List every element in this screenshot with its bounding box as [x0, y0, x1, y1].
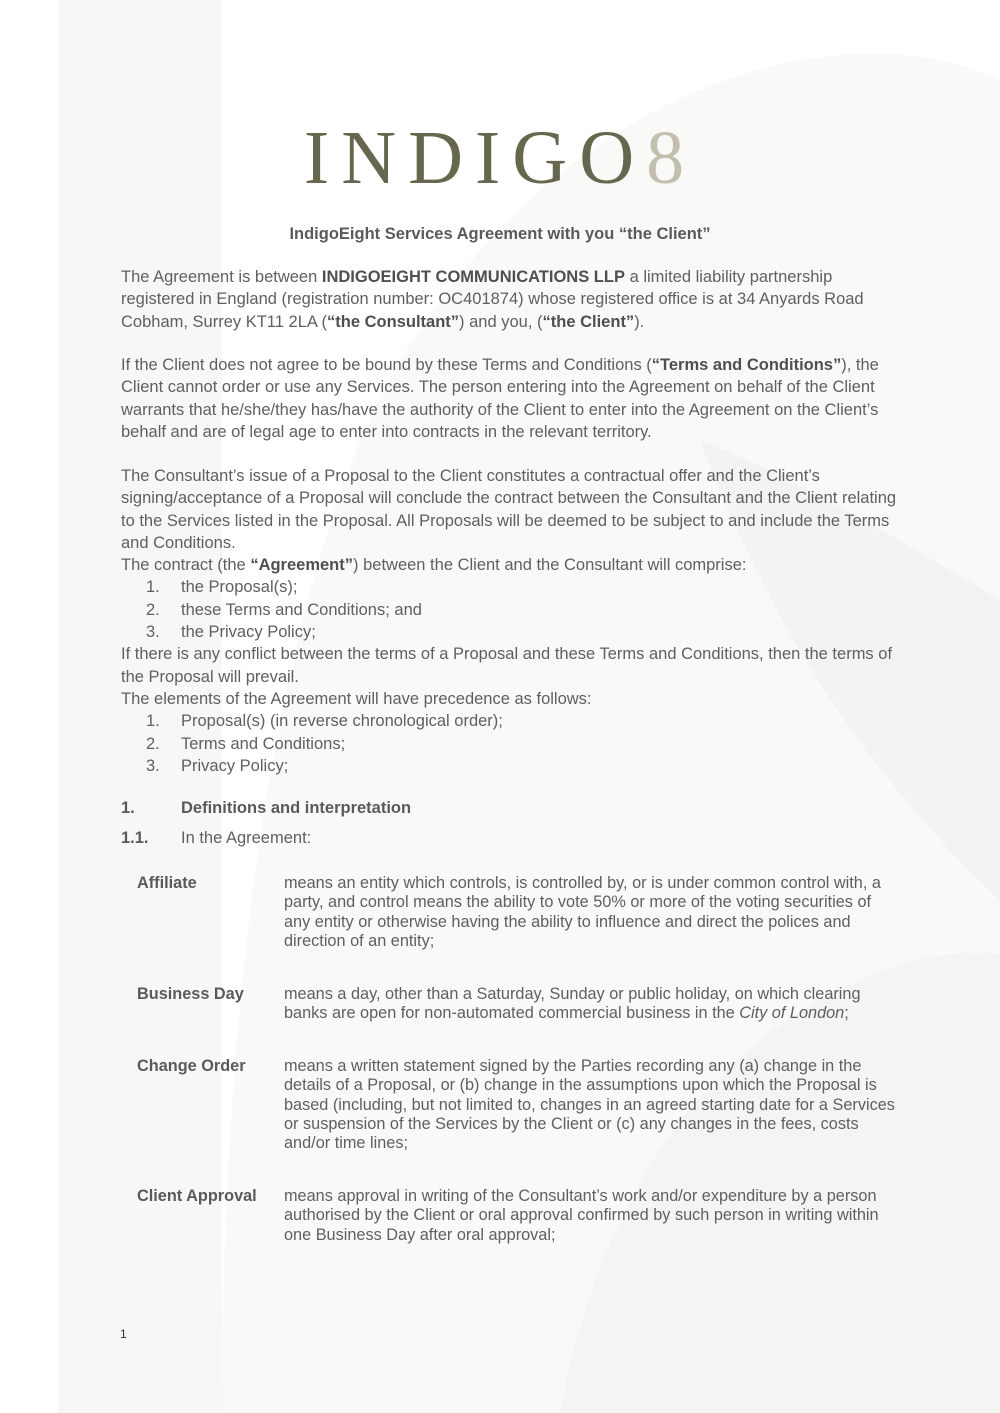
definition-meaning: means approval in writing of the Consultant’s work and/or expenditure by a person authorised by the Client or oral approval confirmed by such person in writing within one Business Day after oral approval;: [284, 1187, 879, 1244]
section-title: Definitions and interpretation: [181, 799, 412, 817]
terms-term: “Terms and Conditions”: [651, 356, 842, 374]
company-name: INDIGOEIGHT COMMUNICATIONS LLP: [321, 268, 625, 286]
city-of-london-text: City of London: [739, 1004, 845, 1023]
precedence-list: [121, 710, 901, 777]
list-item: 3. the Privacy Policy;: [146, 623, 316, 642]
section-number: 1.: [121, 799, 135, 817]
list-item: 2. these Terms and Conditions; and: [146, 600, 422, 619]
agreement-term: “Agreement”: [250, 556, 354, 575]
list-item: 2. Terms and Conditions;: [146, 734, 346, 753]
terms-paragraph: If the Client does not agree to be bound by these Terms and Conditions (“Terms and Conditions”), the Client cannot order or use any Services. The person entering into the Agreement on behalf of the Client warrants that he/she/they has/have the authority of the Client to enter into the Agreement on the Client’s behalf and are of legal age to enter into contracts in the relevant territory.: [121, 356, 879, 441]
definition-term: Client Approval: [137, 1187, 257, 1205]
contract-components-list: [121, 576, 901, 643]
list-item: 3. Privacy Policy;: [146, 756, 289, 775]
definition-meaning: means a day, other than a Saturday, Sunday or public holiday, on which clearing banks are open for non-automated commercial business in the City of London;: [284, 985, 861, 1023]
logo-digit: 8: [646, 116, 697, 200]
logo-text: INDIGO: [303, 116, 647, 200]
client-term: “the Client”: [542, 312, 635, 331]
clause-text: In the Agreement:: [181, 829, 312, 847]
intro-paragraph: The Agreement is between INDIGOEIGHT COMMUNICATIONS LLP a limited liability partnership registered in England (registration number: OC401874) whose registered office is at 34 Anyards Road Cobham, Surrey KT11 2LA (“the Consultant”) and you, (“the Client”).: [121, 268, 864, 331]
list-item: 1. the Proposal(s);: [146, 578, 298, 597]
page-number: 1: [120, 1327, 127, 1341]
precedence-intro: The elements of the Agreement will have precedence as follows:: [121, 689, 592, 708]
document-title: IndigoEight Services Agreement with you “the Client”: [289, 225, 711, 243]
list-item: 1. Proposal(s) (in reverse chronological order);: [146, 712, 503, 731]
offer-paragraph: The Consultant’s issue of a Proposal to the Client constitutes a contractual offer and the Client’s signing/acceptance of a Proposal will conclude the contract between the Consultant and the Client relating to the Services listed in the Proposal. All Proposals will be deemed to be subject to and include the Terms and Conditions.: [121, 467, 897, 552]
offer-section: [121, 465, 901, 777]
definition-term: Business Day: [137, 985, 244, 1003]
conflict-paragraph: If there is any conflict between the terms of a Proposal and these Terms and Conditions, then the terms of the Proposal will prevail.: [121, 645, 893, 686]
indigo8-logo: [0, 118, 1000, 198]
definition-meaning: means an entity which controls, is controlled by, or is under common control with, a party, and control means the ability to vote 50% or more of the voting securities of any entity or otherwise having the ability to influence and direct the polices and direction of an entity;: [284, 874, 881, 950]
definition-term: Affiliate: [137, 874, 197, 892]
contract-intro: The contract (the “Agreement”) between the Client and the Consultant will comprise:: [121, 556, 747, 575]
clause-number: 1.1.: [121, 829, 149, 847]
definition-meaning: means a written statement signed by the Parties recording any (a) change in the details of a Proposal, or (b) change in the assumptions upon which the Proposal is based (including, but not limited to, changes in an agreed starting date for a Services or suspension of the Services by the Client or (c) any changes in the fees, costs and/or time lines;: [284, 1057, 895, 1153]
definition-term: Change Order: [137, 1057, 246, 1075]
consultant-term: “the Consultant”: [327, 312, 460, 331]
